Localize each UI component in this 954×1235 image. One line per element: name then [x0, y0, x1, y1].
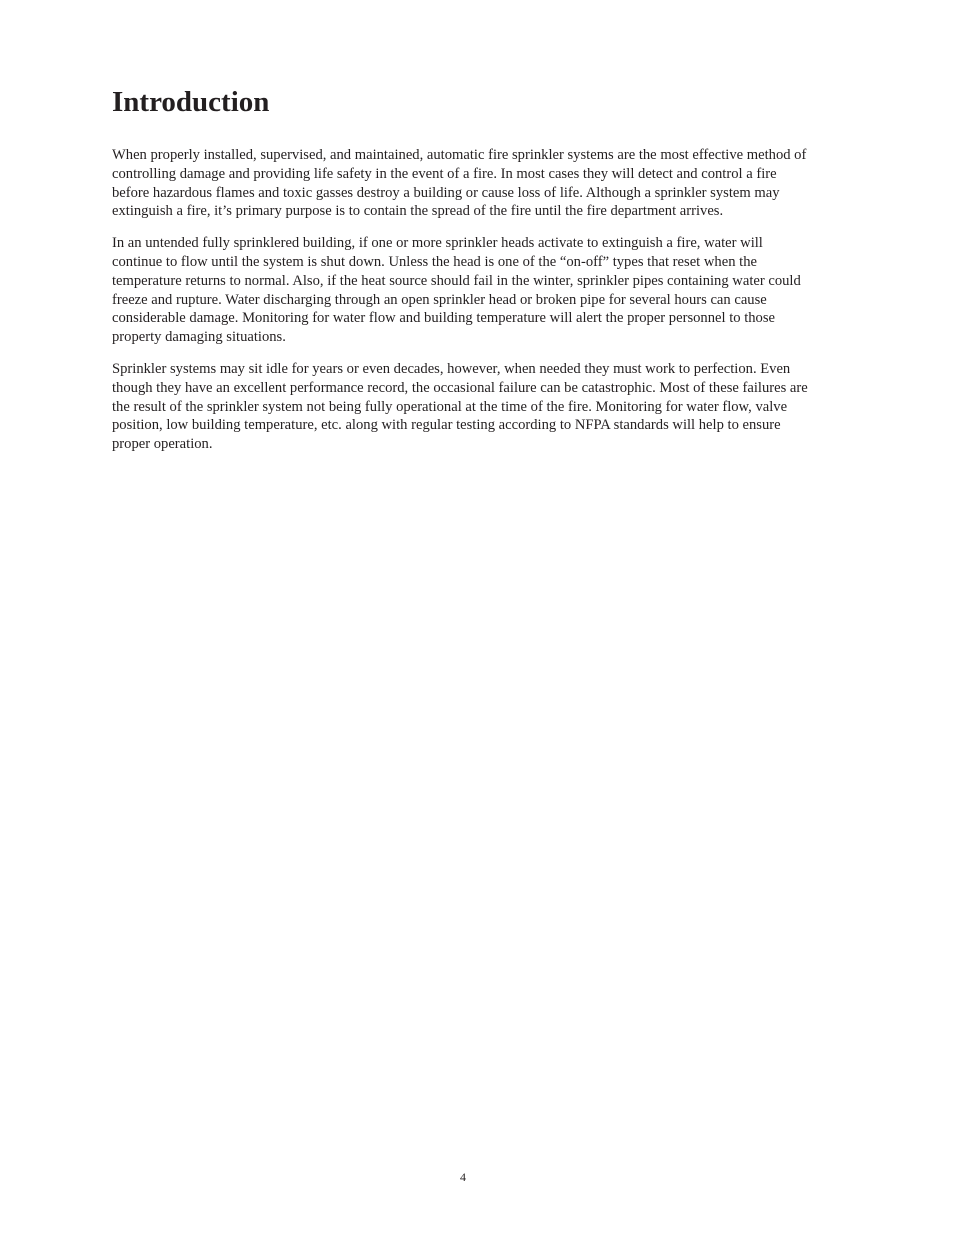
paragraph-1: When properly installed, supervised, and maintained, automatic fire sprinkler systems are the most effective method of controlling damage and providing life safety in the event of a fire. In most cases they will detect and control a fire before hazardous flames and toxic gasses destroy a building or cause loss of life. Although a sprinkler system may extinguish a fire, it’s primary purpose is to contain the spread of the fire until the fire department arrives. — [112, 147, 807, 220]
paragraph-2: In an untended fully sprinklered building, if one or more sprinkler heads activate to extinguish a fire, water will continue to flow until the system is shut down. Unless the head is one of the “on-off” types that reset when the temperature returns to normal. Also, if the heat source should fail in the winter, sprinkler pipes containing water could freeze and rupture. Water discharging through an open sprinkler head or broken pipe for several hours can cause considerable damage. Monitoring for water flow and building temperature will alert the proper personnel to those property damaging situations. — [112, 235, 801, 346]
paragraph-3: Sprinkler systems may sit idle for years or even decades, however, when needed they must work to perfection. Even though they have an excellent performance record, the occasional failure can be catastrophic. Most of these failures are the result of the sprinkler system not being fully operational at the time of the fire. Monitoring for water flow, valve position, low building temperature, etc. along with regular testing according to NFPA standards will help to ensure proper operation. — [112, 360, 808, 453]
page-title: Introduction — [112, 86, 270, 118]
page-content — [112, 84, 814, 467]
page-number: 4 — [460, 1170, 466, 1184]
